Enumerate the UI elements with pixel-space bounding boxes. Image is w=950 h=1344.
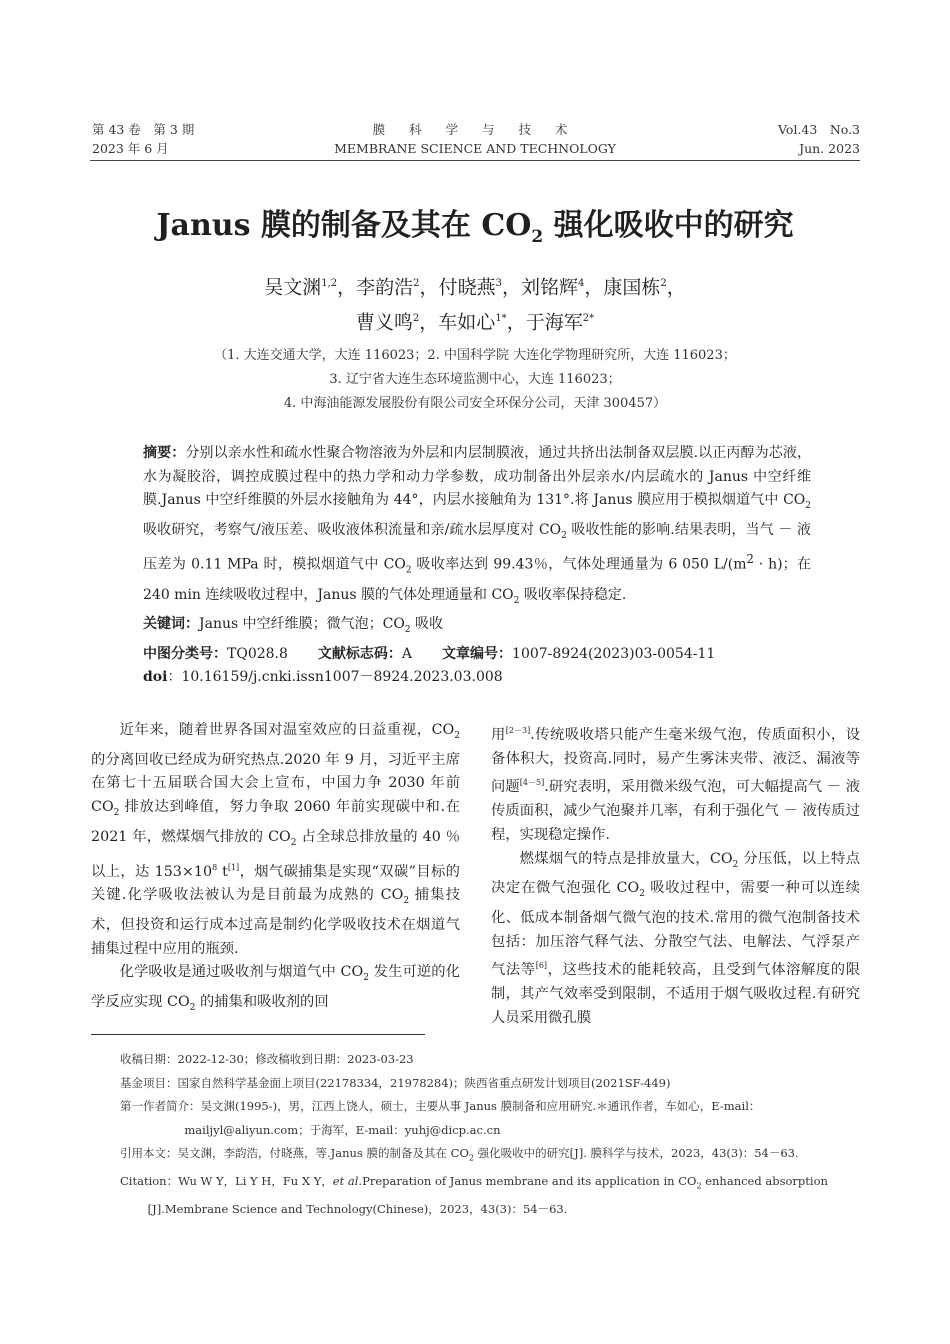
title-subscript: 2 xyxy=(531,227,544,247)
author: 付晓燕 xyxy=(438,276,496,299)
author: 李韵浩 xyxy=(356,276,414,299)
body-paragraph: 化学吸收是通过吸收剂与烟道气中 $CO_2$ 发生可逆的化学反应实现 $CO_2$ 的捕集和吸收剂的回 xyxy=(91,964,461,1013)
author-affil-mark: 4 xyxy=(577,278,585,289)
author: 曹义鸣 xyxy=(355,311,413,334)
author-list xyxy=(0,268,950,339)
citation-cn: 引用本文：吴文渊，李韵浩，付晓燕，等.Janus 膜的制备及其在 $CO_2$ 强化吸收中的研究[J]. 膜科学与技术，2023，43(3)：54－63. xyxy=(120,1146,799,1163)
doc-code-label: 文献标志码： xyxy=(317,645,402,662)
citation-en: Citation：Wu W Y，Li Y H，Fu X Y，et al.Preparation of Janus membrane and its application in $CO_2$ enhanced absorption [J].Membrane Science and Technology(Chinese)，2023，43(3)：54－63. xyxy=(120,1173,828,1216)
citation-ref: [2－3] xyxy=(505,726,531,735)
footnote-divider xyxy=(91,1034,425,1035)
doc-code: A xyxy=(401,645,413,662)
affiliations xyxy=(0,344,950,416)
doi-label: doi xyxy=(143,669,168,686)
author: 刘铭辉 xyxy=(520,276,578,299)
abstract-label: 摘要： xyxy=(143,445,186,461)
journal-name-en: MEMBRANE SCIENCE AND TECHNOLOGY xyxy=(334,141,616,156)
abstract-block xyxy=(143,442,811,690)
citation-ref: [4－5] xyxy=(519,778,545,788)
abstract: 摘要：分别以亲水性和疏水性聚合物溶液为外层和内层制膜液，通过共挤出法制备双层膜.以正丙醇为芯液，水为凝胶浴，调控成膜过程中的热力学和动力学参数，成功制备出外层亲水/内层疏水的 Janus 中空纤维膜.Janus 中空纤维膜的外层水接触角为 44°，内层水接触角为 131°.将 Janus 膜应用于模拟烟道气中 $CO_2$ 吸收研究，考察气/液压差、吸收液体积流量和亲/疏水层厚度对 $CO_2$ 吸收性能的影响.结果表明，当气 － 液压差为 0.11 MPa 时，模拟烟道气中 $CO_2$ 吸收率达到 99.43％，气体处理通量为 6 050 $L/(m^2 \cdot h)$；在 240 min 连续吸收过程中，Janus 膜的气体处理通量和 $CO_2$ 吸收率保持稳定. xyxy=(143,445,811,606)
body-column-right xyxy=(491,719,860,1031)
volume-label-en: Vol.43 No.3 xyxy=(778,122,860,137)
running-header-right xyxy=(778,120,860,158)
author-line-1: 吴文渊$^{1,2}$，李韵浩$^2$，付晓燕$^3$，刘铭辉$^4$，康国栋$^2$， xyxy=(264,276,686,299)
body-column-left xyxy=(91,719,460,1021)
author-bio: 第一作者简介：吴文渊(1995-)，男，江西上饶人，硕士，主要从事 Janus 膜制备和应用研究.＊通讯作者，车如心，E-mail：mailjyl@aliyun.com；于海军，E-mail：yuhj@dicp.ac.cn xyxy=(120,1099,761,1137)
author-affil-mark: 1,2 xyxy=(321,278,338,289)
author-affil-mark: 2* xyxy=(582,313,595,325)
keywords-label: 关键词： xyxy=(143,616,199,633)
citation-ref: [6] xyxy=(535,961,548,971)
author-affil-mark: 1* xyxy=(495,313,507,325)
fund-info: 基金项目：国家自然科学基金面上项目(22178334，21978284)；陕西省重点研发计划项目(2021SF-449) xyxy=(120,1075,671,1090)
title-part-2: 强化吸收中的研究 xyxy=(543,208,794,243)
title-part-1: Janus 膜的制备及其在 CO xyxy=(156,208,532,243)
footnotes xyxy=(120,1048,862,1221)
author-affil-mark: 2 xyxy=(413,278,420,289)
affiliation-line: （1. 大连交通大学，大连 116023；2. 中国科学院 大连化学物理研究所，大连 116023； xyxy=(214,348,736,363)
classification-line xyxy=(143,643,811,667)
body-paragraph: 燃煤烟气的特点是排放量大，$CO_2$ 分压低，以上特点决定在微气泡强化 $CO_2$ 吸收过程中，需要一种可以连续化、低成本制备烟气微气泡的技术.常用的微气泡制备技术包括：加压溶气释气法、分散空气法、电解法、气浮泵产气法等[6]，这些技术的能耗较高，且受到气体溶解度的限制，其产气效率受到限制，不适用于烟气吸收过程.有研究人员采用微孔膜 xyxy=(491,850,861,1026)
author-line-2: 曹义鸣$^2$，车如心$^{1*}$，于海军$^{2*}$ xyxy=(355,311,595,334)
date-label-cn: 2023 年 6 月 xyxy=(92,141,169,156)
author: 康国栋 xyxy=(603,276,661,299)
author: 吴文渊 xyxy=(264,276,322,299)
clc-code: TQ028.8 xyxy=(227,645,288,662)
affiliation-line: 4. 中海油能源发展股份有限公司安全环保分公司，天津 300457） xyxy=(283,396,667,411)
article-no-label: 文章编号： xyxy=(442,645,513,662)
author: 于海军 xyxy=(525,311,583,334)
author-affil-mark: 3 xyxy=(495,278,502,289)
header-divider xyxy=(90,160,860,161)
journal-name-cn: 膜 科 学 与 技 术 xyxy=(372,122,578,137)
body-paragraph: 近年来，随着世界各国对温室效应的日益重视，$CO_2$ 的分离回收已经成为研究热点.2020 年 9 月，习近平主席在第七十五届联合国大会上宣布，中国力争 2030 年前 $CO_2$ 排放达到峰值，努力争取 2060 年前实现碳中和.在 2021 年，燃煤烟气排放的 $CO_2$ 占全球总排放量的 40 ％以上，达 $153\times 10^8$ t[1]，烟气碳捕集是实现“双碳”目标的关键.化学吸收法被认为是目前最为成熟的 $CO_2$ 捕集技术，但投资和运行成本过高是制约化学吸收技术在烟道气捕集过程中应用的瓶颈. xyxy=(91,722,461,957)
doi-value: ：10.16159/j.cnki.issn1007－8924.2023.03.008 xyxy=(167,669,503,686)
author-affil-mark: 2 xyxy=(660,278,667,289)
body-paragraph: 用[2－3].传统吸收塔只能产生毫米级气泡，传质面积小，设备体积大，投资高.同时，易产生雾沫夹带、液泛、漏液等问题[4－5].研究表明，采用微米级气泡，可大幅提高气 － 液传质面积，减少气泡聚并几率，有利于强化气 － 液传质过程，实现稳定操作. xyxy=(491,726,861,843)
received-date: 收稿日期：2022-12-30；修改稿收到日期：2023-03-23 xyxy=(120,1052,414,1066)
citation-ref: [1] xyxy=(227,862,240,872)
affiliation-line: 3. 辽宁省大连生态环境监测中心，大连 116023； xyxy=(329,372,621,387)
article-title xyxy=(0,206,950,257)
author-affil-mark: 2 xyxy=(412,313,420,325)
article-no: 1007-8924(2023)03-0054-11 xyxy=(512,645,716,662)
date-label-en: Jun. 2023 xyxy=(799,141,860,156)
keywords: 关键词：Janus 中空纤维膜；微气泡；$CO_2$ 吸收 xyxy=(143,616,444,635)
author: 车如心 xyxy=(438,311,496,334)
issue-label: 第 43 卷 第 3 期 xyxy=(92,122,195,137)
clc-label: 中图分类号： xyxy=(143,645,227,662)
doi-line xyxy=(143,666,811,690)
